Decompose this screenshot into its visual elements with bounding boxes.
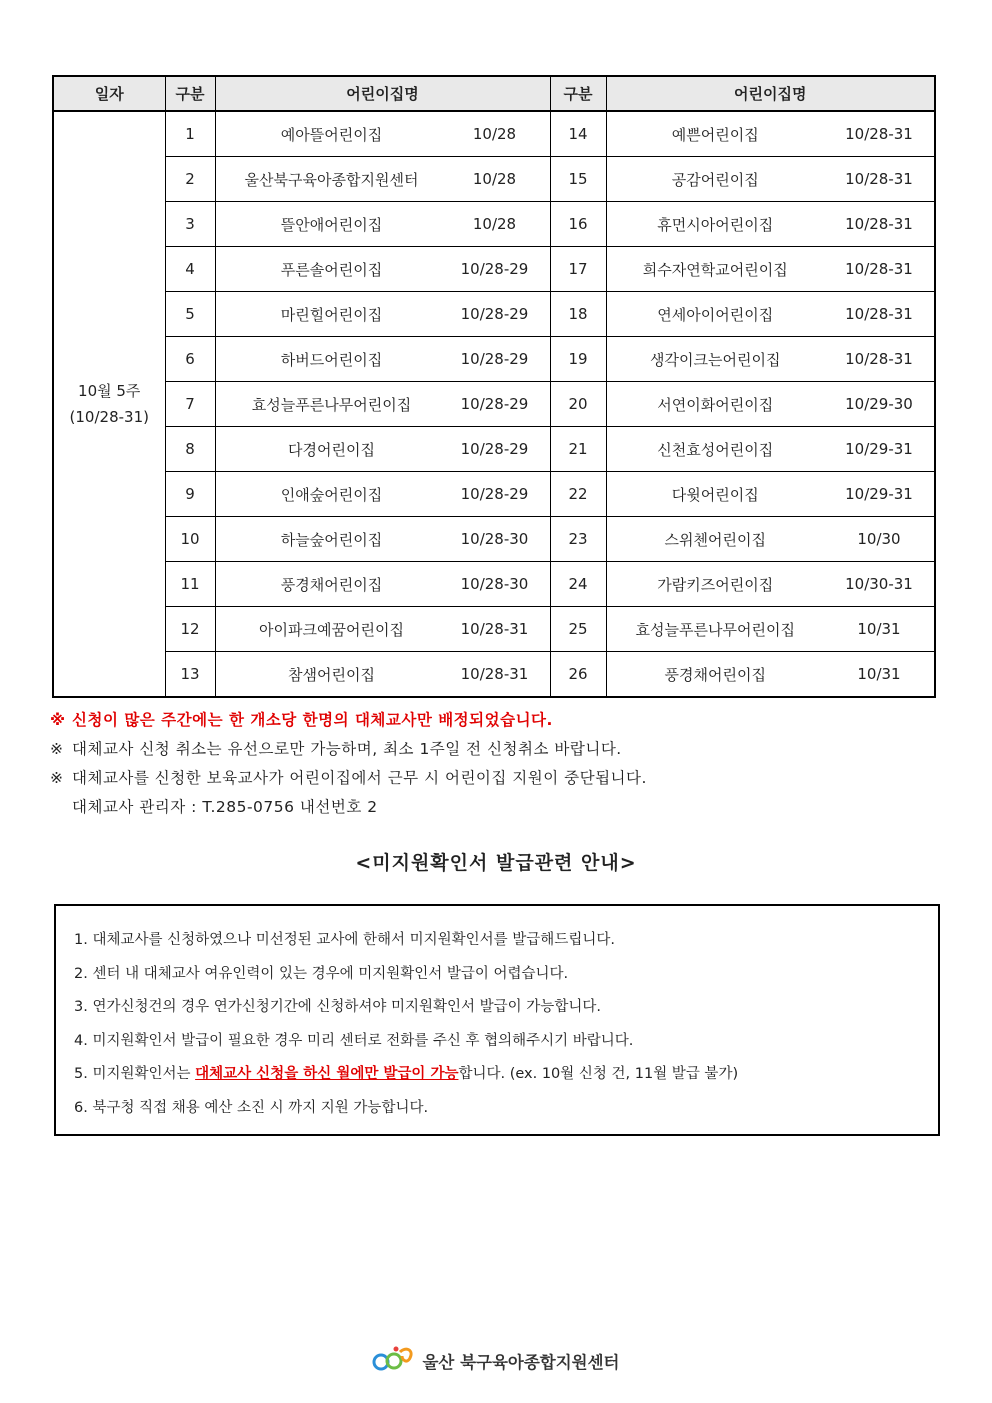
info-item-5-pre: 5. 미지원확인서는 bbox=[74, 1066, 196, 1082]
daycare-cell bbox=[215, 607, 550, 652]
row-number: 4 bbox=[165, 247, 215, 292]
info-item-2: 2. 센터 내 대체교사 여유인력이 있는 경우에 미지원확인서 발급이 어렵습니다. bbox=[74, 965, 569, 982]
header-name-left: 어린이집명 bbox=[215, 76, 550, 111]
row-number: 16 bbox=[550, 202, 606, 247]
info-item-4: 4. 미지원확인서 발급이 필요한 경우 미리 센터로 전화를 주신 후 협의해주시기 바랍니다. bbox=[74, 1032, 634, 1049]
support-dates: 10/28-31 bbox=[845, 170, 913, 188]
info-item-5-post: 합니다. (ex. 10월 신청 건, 11월 발급 불가) bbox=[458, 1066, 739, 1082]
info-item-3: 3. 연가신청건의 경우 연가신청기간에 신청하셔야 미지원확인서 발급이 가능합니다. bbox=[74, 999, 601, 1015]
daycare-name: 생각이크는어린이집 bbox=[650, 350, 781, 369]
table-body bbox=[53, 111, 935, 697]
table-row bbox=[53, 607, 935, 652]
note-line-3 bbox=[50, 764, 647, 793]
table-row bbox=[53, 472, 935, 517]
table-row bbox=[53, 562, 935, 607]
info-item-6: 6. 북구청 직접 채용 예산 소진 시 까지 지원 가능합니다. bbox=[74, 1099, 429, 1116]
row-number: 20 bbox=[550, 382, 606, 427]
row-number: 22 bbox=[550, 472, 606, 517]
row-number: 2 bbox=[165, 157, 215, 202]
row-number: 24 bbox=[550, 562, 606, 607]
daycare-cell bbox=[215, 337, 550, 382]
daycare-name: 예쁜어린이집 bbox=[671, 125, 759, 144]
info-box bbox=[54, 904, 940, 1136]
row-number: 15 bbox=[550, 157, 606, 202]
row-number: 18 bbox=[550, 292, 606, 337]
daycare-name: 효성늘푸른나무어린이집 bbox=[251, 395, 412, 414]
table-row bbox=[53, 111, 935, 157]
daycare-cell bbox=[606, 517, 935, 562]
daycare-cell bbox=[606, 202, 935, 247]
daycare-cell bbox=[215, 517, 550, 562]
row-number: 3 bbox=[165, 202, 215, 247]
daycare-name: 풍경채어린이집 bbox=[664, 665, 766, 684]
header-gubun-left: 구분 bbox=[165, 76, 215, 111]
support-dates: 10/28-29 bbox=[460, 350, 529, 368]
daycare-name: 울산북구육아종합지원센터 bbox=[244, 170, 419, 189]
week-range: (10/28-31) bbox=[69, 408, 149, 426]
support-dates: 10/28-30 bbox=[460, 530, 529, 548]
support-dates: 10/29-31 bbox=[845, 440, 913, 458]
daycare-cell bbox=[215, 247, 550, 292]
daycare-name: 뜰안애어린이집 bbox=[280, 215, 383, 234]
info-item-5 bbox=[74, 1058, 938, 1092]
header-gubun-right: 구분 bbox=[550, 76, 606, 111]
daycare-name: 푸른솔어린이집 bbox=[280, 260, 383, 279]
daycare-name: 예아뜰어린이집 bbox=[280, 125, 383, 144]
note-text-1: 신청이 많은 주간에는 한 개소당 한명의 대체교사만 배정되었습니다. bbox=[72, 711, 553, 729]
daycare-cell bbox=[606, 652, 935, 698]
support-dates: 10/30-31 bbox=[845, 575, 913, 593]
row-number: 17 bbox=[550, 247, 606, 292]
daycare-cell bbox=[606, 382, 935, 427]
row-number: 8 bbox=[165, 427, 215, 472]
row-number: 11 bbox=[165, 562, 215, 607]
daycare-cell bbox=[606, 247, 935, 292]
support-dates: 10/28-29 bbox=[460, 485, 529, 503]
note-mark: ※ bbox=[50, 769, 64, 787]
week-label-cell bbox=[53, 111, 165, 697]
daycare-name: 참샘어린이집 bbox=[288, 665, 375, 684]
header-name-right: 어린이집명 bbox=[606, 76, 935, 111]
daycare-name: 아이파크예꿈어린이집 bbox=[259, 620, 404, 639]
section-title: <미지원확인서 발급관련 안내> bbox=[355, 852, 637, 874]
table-header-row bbox=[53, 76, 935, 111]
row-number: 7 bbox=[165, 382, 215, 427]
note-mark: ※ bbox=[50, 711, 66, 729]
center-logo-icon bbox=[372, 1344, 416, 1378]
daycare-cell bbox=[215, 157, 550, 202]
info-item-1: 1. 대체교사를 신청하였으나 미선정된 교사에 한해서 미지원확인서를 발급해드립니다. bbox=[74, 932, 615, 948]
daycare-name: 하버드어린이집 bbox=[280, 350, 383, 369]
daycare-name: 연세아이어린이집 bbox=[657, 305, 774, 324]
footer-org-name: 울산 북구육아종합지원센터 bbox=[422, 1353, 620, 1372]
daycare-name: 서연이화어린이집 bbox=[657, 395, 774, 414]
daycare-cell bbox=[215, 202, 550, 247]
note-line-2 bbox=[50, 735, 647, 764]
support-dates: 10/30 bbox=[857, 530, 901, 548]
row-number: 25 bbox=[550, 607, 606, 652]
support-dates: 10/28-31 bbox=[460, 665, 529, 683]
row-number: 9 bbox=[165, 472, 215, 517]
daycare-cell bbox=[606, 562, 935, 607]
support-dates: 10/28-30 bbox=[460, 575, 529, 593]
daycare-cell bbox=[606, 157, 935, 202]
support-dates: 10/28-29 bbox=[460, 440, 529, 458]
support-dates: 10/28-29 bbox=[460, 305, 529, 323]
table-row bbox=[53, 337, 935, 382]
daycare-cell bbox=[215, 562, 550, 607]
row-number: 21 bbox=[550, 427, 606, 472]
daycare-cell bbox=[606, 427, 935, 472]
daycare-cell bbox=[215, 652, 550, 698]
daycare-cell bbox=[215, 472, 550, 517]
table-row bbox=[53, 292, 935, 337]
row-number: 1 bbox=[165, 111, 215, 157]
row-number: 6 bbox=[165, 337, 215, 382]
info-list bbox=[56, 906, 938, 1125]
daycare-cell bbox=[606, 472, 935, 517]
daycare-cell bbox=[606, 337, 935, 382]
header-date: 일자 bbox=[53, 76, 165, 111]
daycare-name: 다경어린이집 bbox=[288, 440, 375, 459]
notes-block bbox=[50, 706, 647, 822]
row-number: 5 bbox=[165, 292, 215, 337]
support-dates: 10/28-31 bbox=[845, 305, 913, 323]
table-row bbox=[53, 202, 935, 247]
support-dates: 10/28-31 bbox=[845, 260, 913, 278]
table-row bbox=[53, 517, 935, 562]
daycare-name: 마린힐어린이집 bbox=[280, 305, 383, 324]
support-dates: 10/29-31 bbox=[845, 485, 913, 503]
daycare-name: 스위첸어린이집 bbox=[664, 530, 766, 549]
week-label: 10월 5주 bbox=[78, 382, 141, 400]
daycare-name: 다윗어린이집 bbox=[671, 485, 759, 504]
table-row bbox=[53, 382, 935, 427]
table-row bbox=[53, 652, 935, 698]
row-number: 23 bbox=[550, 517, 606, 562]
row-number: 10 bbox=[165, 517, 215, 562]
daycare-cell bbox=[215, 292, 550, 337]
daycare-cell bbox=[215, 111, 550, 157]
support-dates: 10/28 bbox=[472, 125, 517, 143]
daycare-cell bbox=[215, 382, 550, 427]
daycare-name: 풍경채어린이집 bbox=[280, 575, 383, 594]
support-dates: 10/29-30 bbox=[845, 395, 913, 413]
support-dates: 10/28-31 bbox=[845, 215, 913, 233]
daycare-name: 효성늘푸른나무어린이집 bbox=[635, 620, 795, 639]
daycare-name: 인애숲어린이집 bbox=[280, 485, 383, 504]
support-dates: 10/28-31 bbox=[845, 125, 913, 143]
support-dates: 10/31 bbox=[857, 665, 901, 683]
daycare-cell bbox=[606, 607, 935, 652]
note-text-3: 대체교사를 신청한 보육교사가 어린이집에서 근무 시 어린이집 지원이 중단됩니다. bbox=[72, 769, 647, 787]
daycare-cell bbox=[215, 427, 550, 472]
substitute-teacher-schedule-table bbox=[52, 75, 936, 698]
support-dates: 10/28 bbox=[472, 170, 517, 188]
daycare-name: 신천효성어린이집 bbox=[657, 440, 774, 459]
note-mark: ※ bbox=[50, 740, 64, 758]
daycare-cell bbox=[606, 111, 935, 157]
daycare-cell bbox=[606, 292, 935, 337]
row-number: 14 bbox=[550, 111, 606, 157]
table-row bbox=[53, 247, 935, 292]
row-number: 19 bbox=[550, 337, 606, 382]
row-number: 26 bbox=[550, 652, 606, 698]
row-number: 13 bbox=[165, 652, 215, 698]
table-row bbox=[53, 157, 935, 202]
row-number: 12 bbox=[165, 607, 215, 652]
daycare-name: 공감어린이집 bbox=[671, 170, 759, 189]
daycare-name: 희수자연학교어린이집 bbox=[642, 260, 788, 279]
table-row bbox=[53, 427, 935, 472]
daycare-name: 하늘숲어린이집 bbox=[280, 530, 383, 549]
daycare-name: 휴먼시아어린이집 bbox=[657, 215, 774, 234]
note-line-1 bbox=[50, 706, 647, 735]
info-item-5-highlight: 대체교사 신청을 하신 월에만 발급이 가능 bbox=[195, 1066, 459, 1082]
support-dates: 10/31 bbox=[857, 620, 901, 638]
support-dates: 10/28-31 bbox=[460, 620, 529, 638]
footer bbox=[0, 1344, 992, 1378]
support-dates: 10/28-29 bbox=[460, 395, 529, 413]
note-contact: 대체교사 관리자 : T.285-0756 내선번호 2 bbox=[72, 798, 378, 816]
support-dates: 10/28-31 bbox=[845, 350, 913, 368]
note-text-2: 대체교사 신청 취소는 유선으로만 가능하며, 최소 1주일 전 신청취소 바랍니다. bbox=[72, 740, 622, 758]
support-dates: 10/28-29 bbox=[460, 260, 529, 278]
support-dates: 10/28 bbox=[472, 215, 517, 233]
daycare-name: 가람키즈어린이집 bbox=[657, 575, 774, 594]
